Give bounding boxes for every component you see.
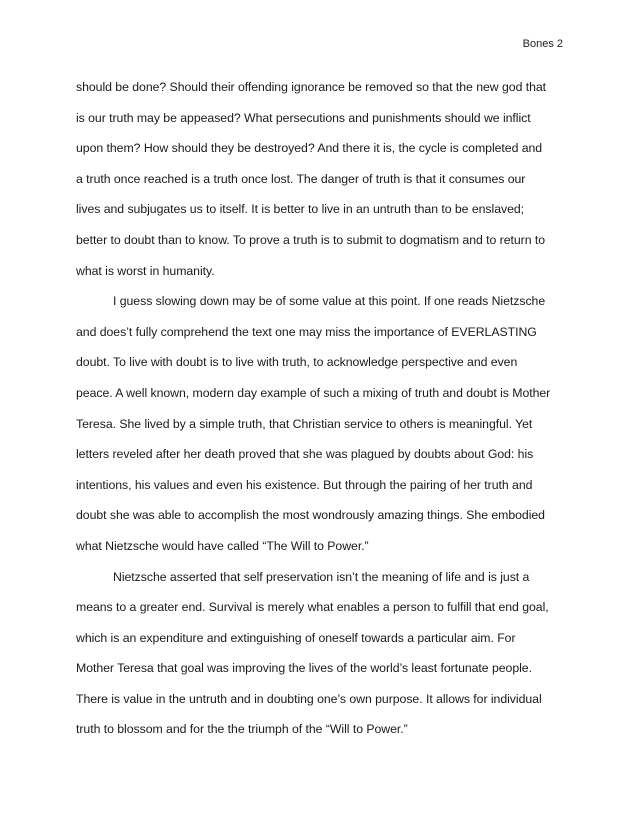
text-line: doubt she was able to accomplish the most wondrously amazing things. She embodied [76,508,545,523]
text-line: should be done? Should their offending ignorance be removed so that the new god that [76,80,547,94]
text-line: a truth once reached is a truth once lost. The danger of truth is that it consumes our [76,171,526,186]
text-line: which is an expenditure and extinguishing of oneself towards a particular aim. For [76,630,516,645]
text-line: means to a greater end. Survival is merely what enables a person to fulfill that end goal, [76,600,549,615]
paragraph-first-line: Nietzsche asserted that self preservation isn’t the meaning of life and is just a [113,569,530,584]
text-line: doubt. To live with doubt is to live with truth, to acknowledge perspective and even [76,355,518,370]
running-head: Bones 2 [522,38,563,50]
text-line: Mother Teresa that goal was improving the lives of the world’s least fortunate people. [76,661,532,676]
text-line: what is worst in humanity. [76,263,215,278]
text-line: and does’t fully comprehend the text one may miss the importance of EVERLASTING [76,324,537,339]
text-line: There is value in the untruth and in doubting one’s own purpose. It allows for individual [76,691,542,706]
text-line: truth to blossom and for the the triumph of the “Will to Power.” [76,722,408,737]
paragraph-first-line: I guess slowing down may be of some value at this point. If one reads Nietzsche [113,294,546,309]
text-line: is our truth may be appeased? What persecutions and punishments should we inflict [76,110,531,125]
text-line: lives and subjugates us to itself. It is better to live in an untruth than to be enslaved; [76,202,525,217]
text-line: better to doubt than to know. To prove a truth is to submit to dogmatism and to return to [76,232,546,247]
text-line: Teresa. She lived by a simple truth, that Christian service to others is meaningful. Yet [76,416,533,431]
essay-body [76,72,571,745]
text-line: letters reveled after her death proved that she was plagued by doubts about God: his [76,447,534,462]
text-line: peace. A well known, modern day example of such a mixing of truth and doubt is Mother [76,385,551,400]
text-line: what Nietzsche would have called “The Will to Power.” [76,538,369,553]
text-line: intentions, his values and even his existence. But through the pairing of her truth and [76,477,533,492]
text-line: upon them? How should they be destroyed? And there it is, the cycle is completed and [76,141,543,156]
